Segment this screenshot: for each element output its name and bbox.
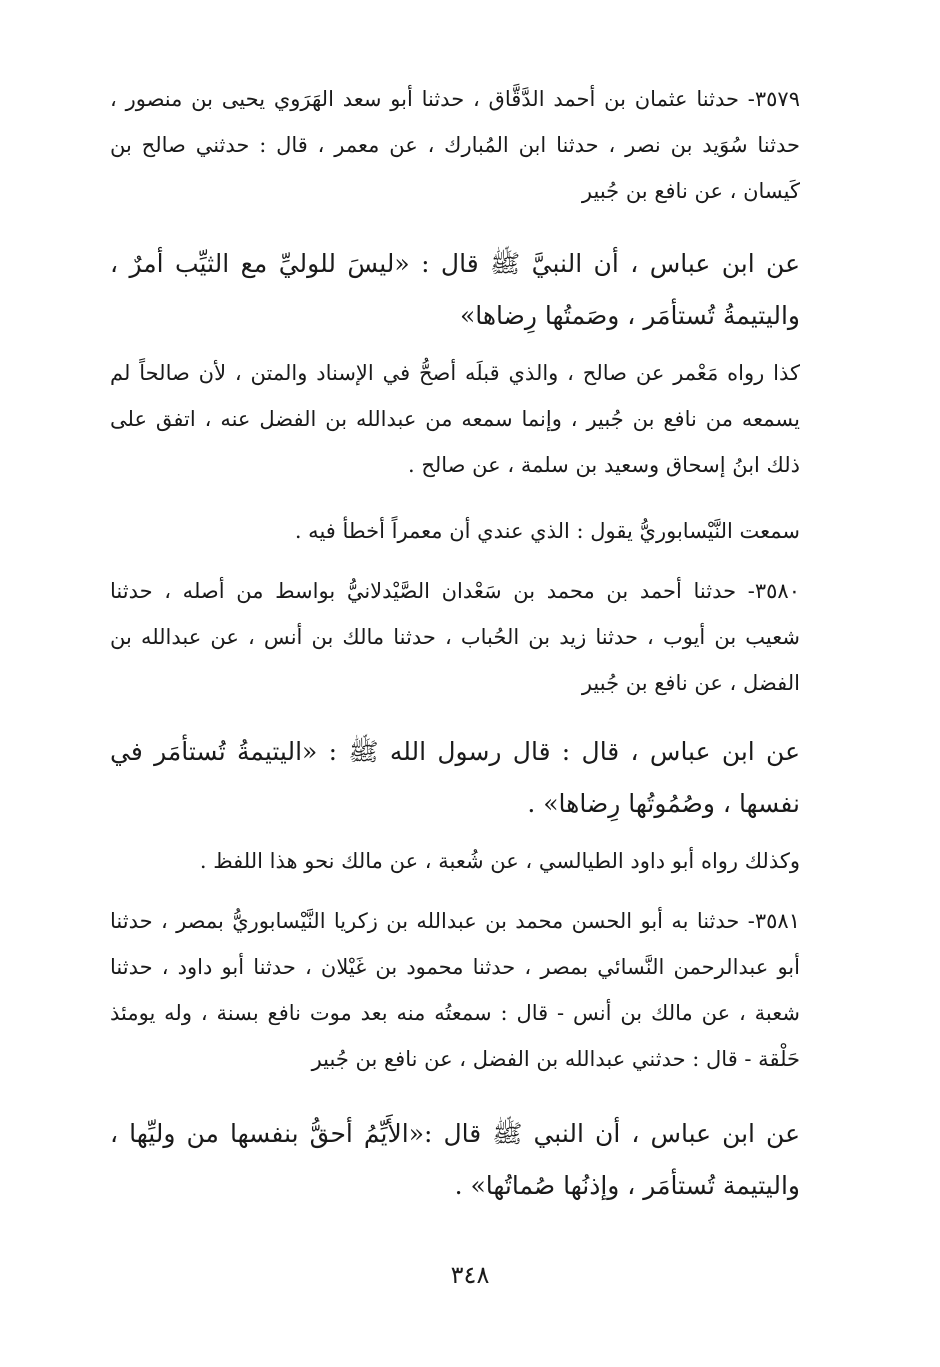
commentary-paragraph-3: وكذلك رواه أبو داود الطيالسي ، عن شُعبة ، عن مالك نحو هذا اللفظ . — [199, 849, 800, 873]
hadith-3580-text: عن ابن عباس ، قال : قال رسول الله ﷺ : «اليتيمةُ تُستأمَر في نفسها ، وصُمُوتُها رِضاها» . — [110, 737, 800, 818]
hadith-3580-chain: ٣٥٨٠- حدثنا أحمد بن محمد بن سَعْدان الصَّيْدلانيُّ بواسط من أصله ، حدثنا شعيب بن أيوب ، حدثنا زيد بن الحُباب ، حدثنا مالك بن أنس ، عن عبدالله بن الفضل ، عن نافع بن جُبير — [110, 579, 800, 695]
commentary-paragraph: كذا رواه مَعْمر عن صالح ، والذي قبلَه أصحُّ في الإسناد والمتن ، لأن صالحاً لم يسمعه من نافع بن جُبير ، وإنما سمعه من عبدالله بن الفضل عنه ، اتفق على ذلك ابنُ إسحاق وسعيد بن سلمة ، عن صالح . — [110, 361, 800, 477]
commentary-paragraph-2: سمعت النَّيْسابوريُّ يقول : الذي عندي أن معمراً أخطأ فيه . — [294, 519, 800, 543]
hadith-3579-text: عن ابن عباس ، أن النبيَّ ﷺ قال : «ليسَ للوليِّ مع الثيِّب أمرٌ ، واليتيمةُ تُستأمَر ، وصَمتُها رِضاها» — [110, 249, 800, 330]
page-number: ٣٤٨ — [450, 1261, 490, 1289]
hadith-3579-chain: ٣٥٧٩- حدثنا عثمان بن أحمد الدَّقَّاق ، حدثنا أبو سعد الهَرَوي يحيى بن منصور ، حدثنا سُوَيد بن نصر ، حدثنا ابن المُبارك ، عن معمر ، قال : حدثني صالح بن كَيسان ، عن نافع بن جُبير — [110, 87, 800, 203]
hadith-3581-chain: ٣٥٨١- حدثنا به أبو الحسن محمد بن عبدالله بن زكريا النَّيْسابوريُّ بمصر ، حدثنا أبو عبدالرحمن النَّسائي بمصر ، حدثنا محمود بن غَيْلان ، حدثنا أبو داود ، حدثنا شعبة ، عن مالك بن أنس - قال : سمعتُه منه بعد موت نافع بسنة ، وله يومئذ حَلْقة - قال : حدثني عبدالله بن الفضل ، عن نافع بن جُبير — [110, 909, 800, 1071]
hadith-3581-text: عن ابن عباس ، أن النبي ﷺ قال :«الأَيِّمُ أحقُّ بنفسها من وليِّها ، واليتيمة تُستأمَر ، وإذنُها صُماتُها» . — [110, 1119, 800, 1200]
